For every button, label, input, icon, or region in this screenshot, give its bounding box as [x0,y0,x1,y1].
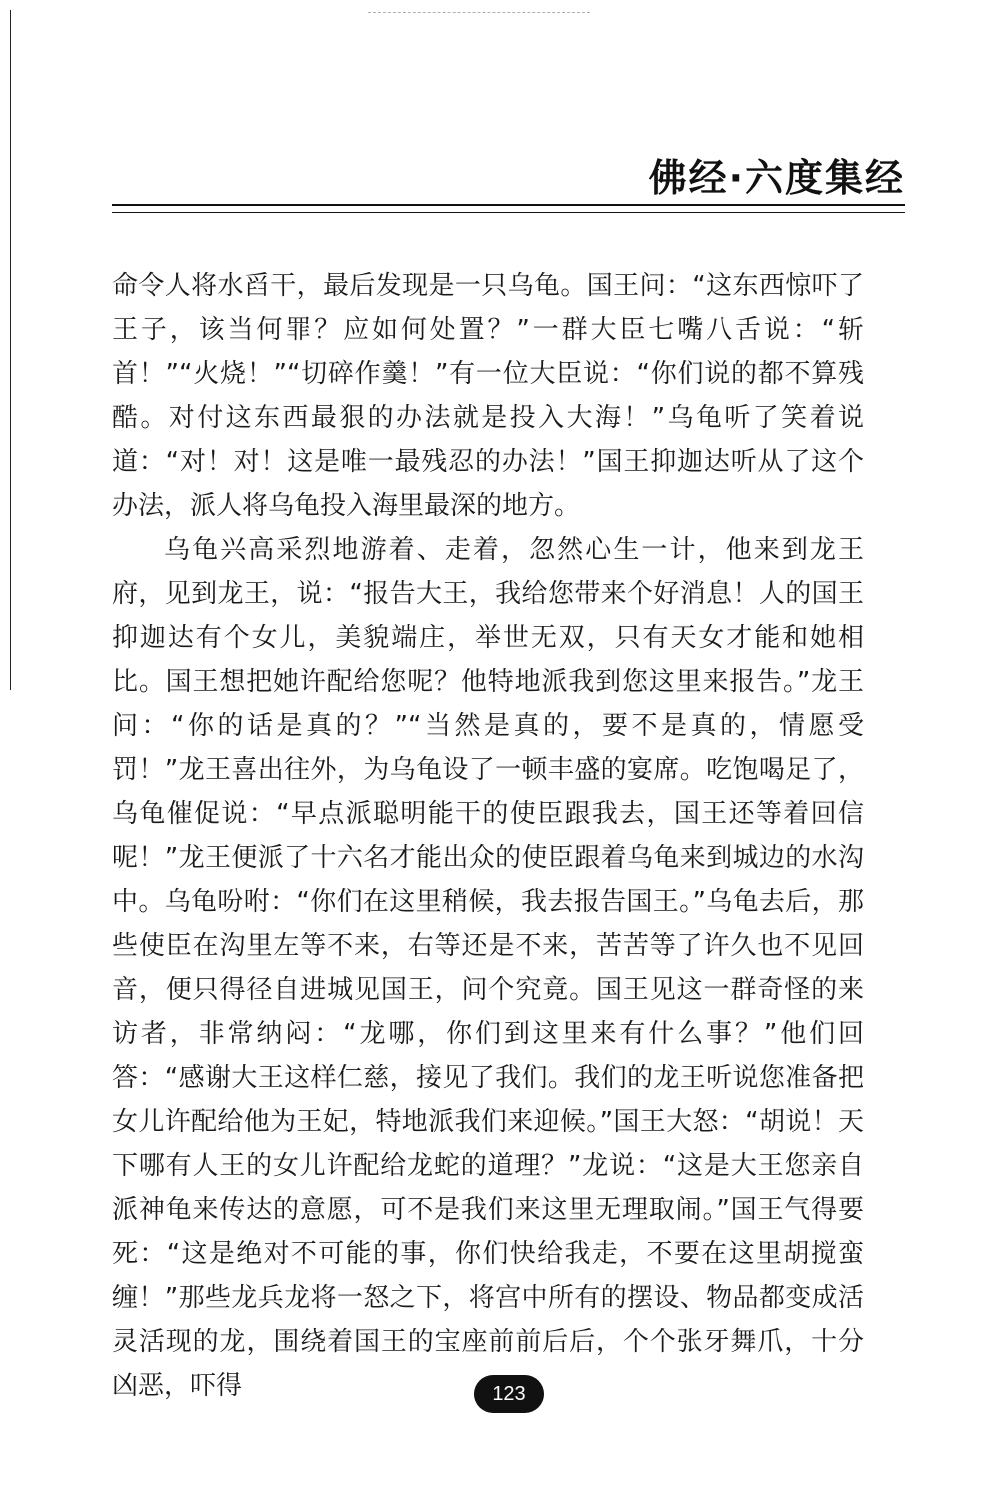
header-rule-thick [112,204,905,206]
running-header-title: 佛经·六度集经 [648,156,905,200]
page-left-edge [10,10,11,690]
page-number-badge: 123 [474,1375,544,1413]
paragraph-2: 乌龟兴高采烈地游着、走着，忽然心生一计，他来到龙王府，见到龙王，说：“报告大王，我给您带来个好消息！人的国王抑迦达有个女儿，美貌端庄，举世无双，只有天女才能和她相比。国王想把她许配给您呢？他特地派我到您这里来报告。”龙王问：“你的话是真的？”“当然是真的，要不是真的，情愿受罚！”龙王喜出往外，为乌龟设了一顿丰盛的宴席。吃饱喝足了，乌龟催促说：“早点派聪明能干的使臣跟我去，国王还等着回信呢！”龙王便派了十六名才能出众的使臣跟着乌龟来到城边的水沟中。乌龟吩咐：“你们在这里稍候，我去报告国王。”乌龟去后，那些使臣在沟里左等不来，右等还是不来，苦苦等了许久也不见回音，便只得径自进城见国王，问个究竟。国王见这一群奇怪的来访者，非常纳闷：“龙哪，你们到这里来有什么事？”他们回答：“感谢大王这样仁慈，接见了我们。我们的龙王听说您准备把女儿许配给他为王妃，特地派我们来迎候。”国王大怒：“胡说！天下哪有人王的女儿许配给龙蛇的道理？”龙说：“这是大王您亲自派神龟来传达的意愿，可不是我们来这里无理取闹。”国王气得要死：“这是绝对不可能的事，你们快给我走，不要在这里胡搅蛮缠！”那些龙兵龙将一怒之下，将宫中所有的摆设、物品都变成活灵活现的龙，围绕着国王的宝座前前后后，个个张牙舞爪，十分凶恶，吓得 [112,535,864,1401]
header-rule-thin [112,212,905,213]
paragraph-1: 命令人将水舀干，最后发现是一只乌龟。国王问：“这东西惊吓了王子，该当何罪？应如何处置？”一群大臣七嘴八舌说：“斩首！”“火烧！”“切碎作羹！”有一位大臣说：“你们说的都不算残酷。对付这东西最狠的办法就是投入大海！”乌龟听了笑着说道：“对！对！这是唯一最残忍的办法！”国王抑迦达听从了这个办法，派人将乌龟投入海里最深的地方。 [112,271,864,521]
body-text [112,264,864,1408]
top-scan-dash [368,12,590,13]
